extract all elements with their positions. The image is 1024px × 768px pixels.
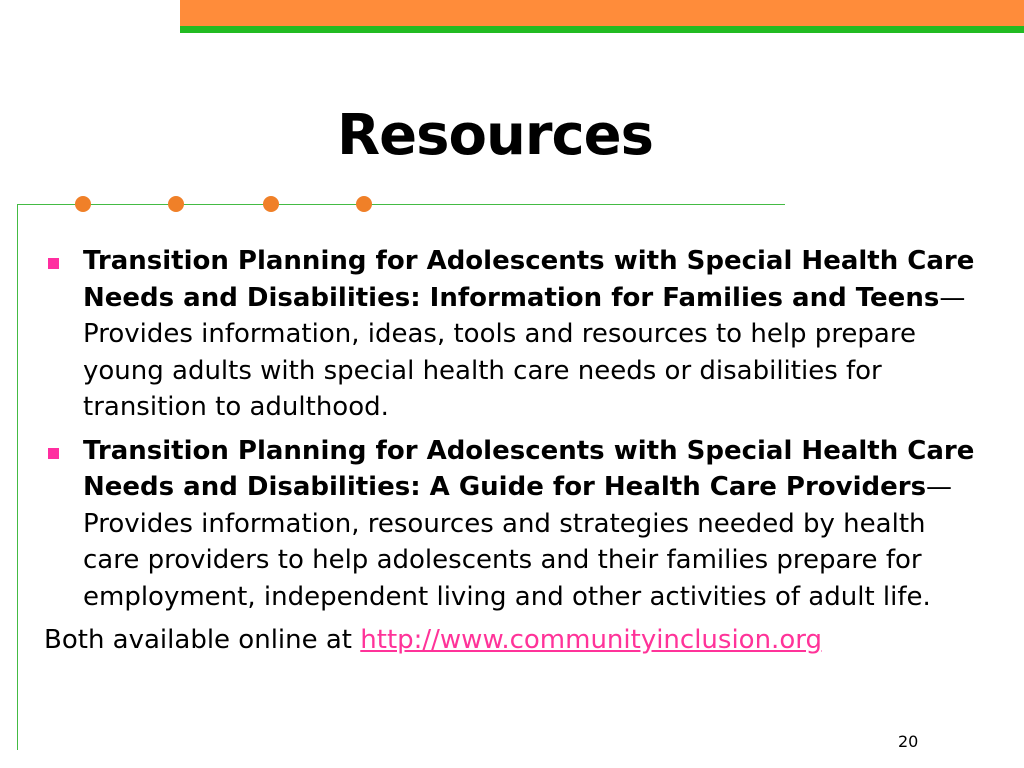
decorative-dot-4 bbox=[356, 196, 372, 212]
slide-title: Resources bbox=[337, 103, 653, 168]
em-dash: — bbox=[939, 282, 966, 313]
resource-description: Provides information, ideas, tools and resources to help prepare young adults with special health care needs or disabilities for transition to adulthood. bbox=[83, 319, 916, 422]
bullet-square-icon bbox=[48, 258, 59, 269]
bullet-square-icon bbox=[48, 448, 59, 459]
resource-description: Provides information, resources and strategies needed by health care providers to help adolescents and their families prepare for employment, independent living and other activities of adult life. bbox=[83, 508, 931, 612]
em-dash: — bbox=[926, 472, 953, 502]
vertical-frame-line bbox=[17, 204, 18, 750]
decorative-dot-3 bbox=[263, 196, 279, 212]
resource-item-providers bbox=[44, 433, 979, 616]
slide-content bbox=[44, 243, 979, 659]
page-number: 20 bbox=[898, 732, 919, 751]
resource-item-families bbox=[44, 243, 979, 426]
availability-text: Both available online at bbox=[44, 625, 361, 655]
resource-title: Transition Planning for Adolescents with Special Health Care Needs and Disabilities: Information for Families and Teens bbox=[83, 246, 975, 313]
availability-note bbox=[44, 622, 979, 659]
community-inclusion-link[interactable]: http://www.communityinclusion.org bbox=[360, 625, 822, 655]
horizontal-frame-line bbox=[17, 204, 785, 205]
orange-header-band bbox=[180, 0, 1024, 26]
green-header-band bbox=[180, 26, 1024, 33]
decorative-dot-1 bbox=[75, 196, 91, 212]
decorative-dot-2 bbox=[168, 196, 184, 212]
resource-title: Transition Planning for Adolescents with Special Health Care Needs and Disabilities: A Guide for Health Care Providers bbox=[83, 435, 975, 502]
